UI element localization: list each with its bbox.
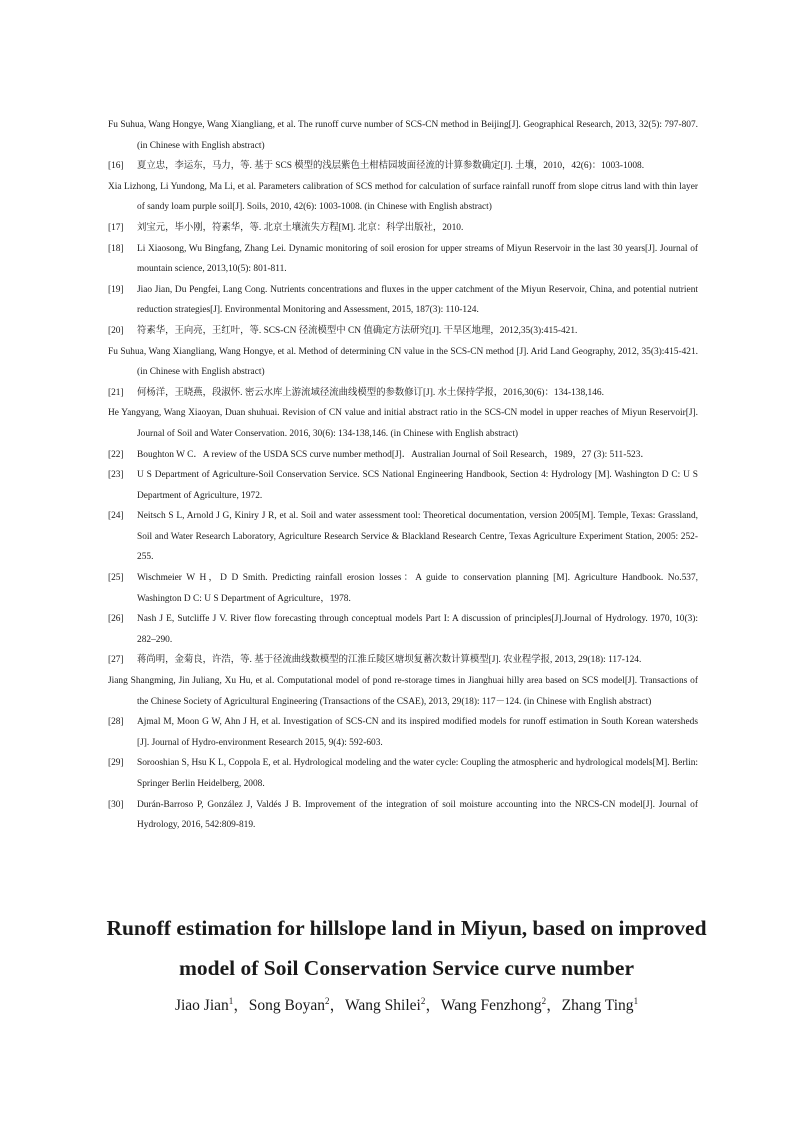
reference-text: He Yangyang, Wang Xiaoyan, Duan shuhuai. Revision of CN value and initial abstract ratio in the SCS-CN model in upper reaches of Miyun Reservoir[J]. Journal of Soil and Water Conservation. 2016, 30(6): 134-138,146. (in Chinese with English abstract) [108, 408, 698, 439]
reference-text: Xia Lizhong, Li Yundong, Ma Li, et al. Parameters calibration of SCS method for calculation of surface rainfall runoff from slope citrus land with thin layer of sandy loam purple soil[J]. Soils, 2010, 42(6): 1003-1008. (in Chinese with English abstract) [108, 181, 698, 213]
reference-entry [108, 795, 698, 836]
reference-number: [16] [108, 161, 124, 172]
reference-entry [108, 239, 698, 280]
author-affiliation-mark: 2 [324, 995, 330, 1006]
author-affiliation-mark: 2 [420, 995, 426, 1006]
author-affiliation-mark: 1 [228, 995, 234, 1006]
reference-number: [22] [108, 449, 124, 460]
english-title-block [60, 908, 753, 1018]
reference-entry [108, 753, 698, 794]
author-affiliation-mark: 1 [633, 995, 639, 1006]
reference-number: [18] [108, 243, 124, 254]
reference-entry [108, 650, 698, 671]
author-list [60, 994, 753, 1018]
reference-text: Wischmeier W H，D D Smith. Predicting rainfall erosion losses：A guide to conservation planning [M]. Agriculture Handbook. No.537, Washington D C: U S Department of Agriculture，1978. [137, 573, 698, 604]
reference-text: Neitsch S L, Arnold J G, Kiniry J R, et al. Soil and water assessment tool: Theoretical documentation, version 2005[M]. Temple, Texas: Grassland, Soil and Water Research Laboratory, Agriculture Research Service & Blackland Research Centre, Texas Agriculture Experiment Station, 2005: 252-255. [137, 511, 698, 563]
author-separator: ， [233, 997, 249, 1014]
reference-text: 夏立忠，李运东，马力，等. 基于 SCS 模型的浅层紫色土柑桔园坡面径流的计算参数确定[J]. 土壤，2010，42(6)：1003-1008. [137, 161, 645, 172]
author-name: Song Boyan [248, 997, 325, 1014]
reference-text: Fu Suhua, Wang Xiangliang, Wang Hongye, et al. Method of determining CN value in the SCS-CN method [J]. Arid Land Geography, 2012, 35(3):415-421. (in Chinese with English abstract) [108, 346, 698, 378]
reference-number: [27] [108, 655, 124, 666]
author-name: Wang Fenzhong [440, 997, 542, 1014]
author [562, 997, 638, 1014]
reference-entry [108, 465, 698, 506]
author [345, 997, 441, 1014]
reference-number: [30] [108, 799, 124, 810]
author-separator: ， [546, 997, 562, 1014]
reference-text: Jiao Jian, Du Pengfei, Lang Cong. Nutrients concentrations and fluxes in the upper catchment of the Miyun Reservoir, China, and potential nutrient reduction strategies[J]. Environmental Monitoring and Assessment, 2015, 187(3): 110-124. [137, 284, 698, 316]
reference-text: Li Xiaosong, Wu Bingfang, Zhang Lei. Dynamic monitoring of soil erosion for upper streams of Miyun Reservoir in the last 30 years[J]. Journal of mountain science, 2013,10(5): 801-811. [137, 243, 698, 275]
reference-list [108, 115, 698, 836]
author-name: Jiao Jian [174, 997, 229, 1014]
reference-text: U S Department of Agriculture-Soil Conservation Service. SCS National Engineering Handbook, Section 4: Hydrology [M]. Washington D C: U S Department of Agriculture, 1972. [137, 470, 698, 501]
author [249, 997, 345, 1014]
reference-number: [25] [108, 573, 124, 584]
reference-text: Boughton W C．A review of the USDA SCS curve number method[J]．Australian Journal of Soil Research，1989，27 (3): 511-523． [137, 449, 650, 460]
reference-number: [20] [108, 325, 124, 336]
author-separator: ， [329, 997, 345, 1014]
reference-number: [19] [108, 284, 124, 295]
reference-text: Ajmal M, Moon G W, Ahn J H, et al. Investigation of SCS-CN and its inspired modified models for runoff estimation in South Korean watersheds [J]. Journal of Hydro-environment Research 2015, 9(4): 592-603. [137, 717, 698, 748]
english-title-line-2: model of Soil Conservation Service curve number [178, 956, 635, 980]
author-name: Wang Shilei [345, 997, 421, 1014]
reference-entry [108, 506, 698, 568]
reference-entry [108, 568, 698, 609]
reference-entry [108, 383, 698, 404]
reference-number: [17] [108, 222, 124, 233]
author-affiliation-mark: 2 [541, 995, 547, 1006]
reference-number: [28] [108, 717, 124, 728]
reference-number: [29] [108, 758, 124, 769]
reference-entry [108, 321, 698, 342]
reference-text: 符素华，王向亮，王红叶，等. SCS-CN 径流模型中 CN 值确定方法研究[J]. 干旱区地理，2012,35(3):415-421. [137, 325, 578, 336]
reference-entry [108, 445, 698, 466]
reference-entry [108, 403, 698, 444]
reference-text: 何杨洋，王晓燕，段淑怀. 密云水库上游流域径流曲线模型的参数修订[J]. 水土保持学报，2016,30(6)：134-138,146. [137, 387, 604, 398]
reference-entry [108, 280, 698, 321]
reference-text: Sorooshian S, Hsu K L, Coppola E, et al. Hydrological modeling and the water cycle: Coupling the atmospheric and hydrological models[M]. Berlin: Springer Berlin Heidelberg, 2008. [137, 758, 698, 789]
reference-text: Nash J E, Sutcliffe J V. River flow forecasting through conceptual models Part I: A discussion of principles[J].Journal of Hydrology. 1970, 10(3): 282–290. [137, 614, 698, 645]
reference-entry [108, 218, 698, 239]
reference-text: 刘宝元，毕小刚，符素华，等. 北京土壤流失方程[M]. 北京：科学出版社，2010. [137, 222, 464, 233]
reference-number: [26] [108, 614, 124, 625]
reference-entry [108, 177, 698, 218]
author-name: Zhang Ting [561, 997, 634, 1014]
reference-entry [108, 342, 698, 383]
reference-entry [108, 609, 698, 650]
reference-text: Fu Suhua, Wang Hongye, Wang Xiangliang, et al. The runoff curve number of SCS-CN method in Beijing[J]. Geographical Research, 2013, 32(5): 797-807. (in Chinese with English abstract) [108, 120, 698, 151]
english-title-line-1: Runoff estimation for hillslope land in Miyun, based on improved [106, 916, 707, 940]
reference-entry [108, 115, 698, 156]
reference-text: 蒋尚明，金菊良，许浩，等. 基于径流曲线数模型的江淮丘陵区塘坝复蓄次数计算模型[J]. 农业程学报, 2013, 29(18): 117-124. [137, 655, 642, 666]
author [441, 997, 562, 1014]
reference-text: Durán-Barroso P, González J, Valdés J B. Improvement of the integration of soil moisture accounting into the NRCS-CN model[J]. Journal of Hydrology, 2016, 542:809-819. [137, 799, 698, 831]
reference-entry [108, 156, 698, 177]
author-separator: ， [425, 997, 441, 1014]
author [175, 997, 249, 1014]
reference-number: [21] [108, 387, 124, 398]
reference-number: [24] [108, 511, 124, 522]
reference-number: [23] [108, 470, 124, 481]
reference-entry [108, 712, 698, 753]
reference-text: Jiang Shangming, Jin Juliang, Xu Hu, et al. Computational model of pond re-storage times in Jianghuai hilly area based on SCS model[J]. Transactions of the Chinese Society of Agricultural Engineering (Transactions of the CSAE), 2013, 29(18): 117－124. (in Chinese with English abstract) [108, 676, 698, 707]
reference-entry [108, 671, 698, 712]
